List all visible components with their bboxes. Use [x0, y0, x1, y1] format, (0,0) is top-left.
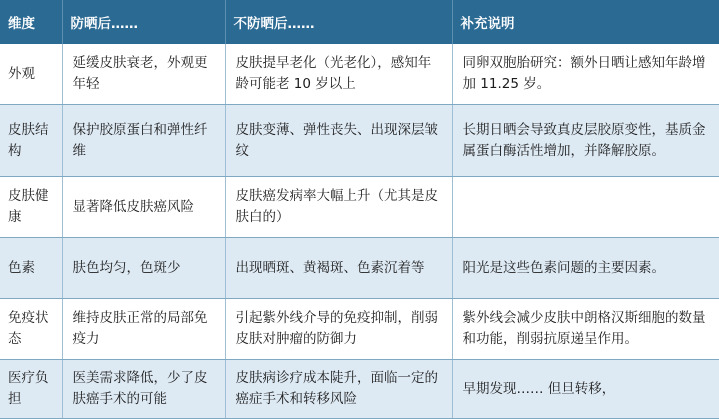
- table-row: [0, 105, 719, 177]
- header-dimension: 维度: [0, 0, 62, 44]
- table-row: [0, 299, 719, 360]
- cell-with-sunscreen: 肤色均匀，色斑少: [62, 238, 225, 299]
- cell-notes: 长期日晒会导致真皮层胶原变性，基质金属蛋白酶活性增加，并降解胶原。: [452, 105, 719, 177]
- cell-dimension: 色素: [0, 238, 62, 299]
- cell-without-sunscreen: 出现晒斑、黄褐斑、色素沉着等: [225, 238, 452, 299]
- header-notes: 补充说明: [452, 0, 719, 44]
- header-row: [0, 0, 719, 44]
- cell-notes: 紫外线会减少皮肤中朗格汉斯细胞的数量和功能，削弱抗原递呈作用。: [452, 299, 719, 360]
- cell-dimension: 皮肤结构: [0, 105, 62, 177]
- cell-dimension: 皮肤健康: [0, 177, 62, 238]
- cell-notes: 同卵双胞胎研究：额外日晒让感知年龄增加 11.25 岁。: [452, 44, 719, 105]
- cell-dimension: 免疫状态: [0, 299, 62, 360]
- table-row: [0, 360, 719, 419]
- cell-without-sunscreen: 皮肤提早老化（光老化），感知年龄可能老 10 岁以上: [225, 44, 452, 105]
- cell-with-sunscreen: 显著降低皮肤癌风险: [62, 177, 225, 238]
- cell-dimension: 外观: [0, 44, 62, 105]
- cell-with-sunscreen: 医美需求降低，少了皮肤癌手术的可能: [62, 360, 225, 419]
- cell-without-sunscreen: 皮肤癌发病率大幅上升（尤其是皮肤白的）: [225, 177, 452, 238]
- header-without-sunscreen: 不防晒后……: [225, 0, 452, 44]
- cell-with-sunscreen: 维持皮肤正常的局部免疫力: [62, 299, 225, 360]
- cell-with-sunscreen: 延缓皮肤衰老，外观更年轻: [62, 44, 225, 105]
- cell-without-sunscreen: 皮肤变薄、弹性丧失、出现深层皱纹: [225, 105, 452, 177]
- cell-without-sunscreen: 引起紫外线介导的免疫抑制，削弱皮肤对肿瘤的防御力: [225, 299, 452, 360]
- table-row: [0, 238, 719, 299]
- cell-dimension: 医疗负担: [0, 360, 62, 419]
- table-row: [0, 177, 719, 238]
- cell-notes: [452, 177, 719, 238]
- cell-notes: 早期发现…… 但旦转移，: [452, 360, 719, 419]
- table-row: [0, 44, 719, 105]
- header-with-sunscreen: 防晒后……: [62, 0, 225, 44]
- cell-without-sunscreen: 皮肤病诊疗成本陡升，面临一定的癌症手术和转移风险: [225, 360, 452, 419]
- cell-with-sunscreen: 保护胶原蛋白和弹性纤维: [62, 105, 225, 177]
- cell-notes: 阳光是这些色素问题的主要因素。: [452, 238, 719, 299]
